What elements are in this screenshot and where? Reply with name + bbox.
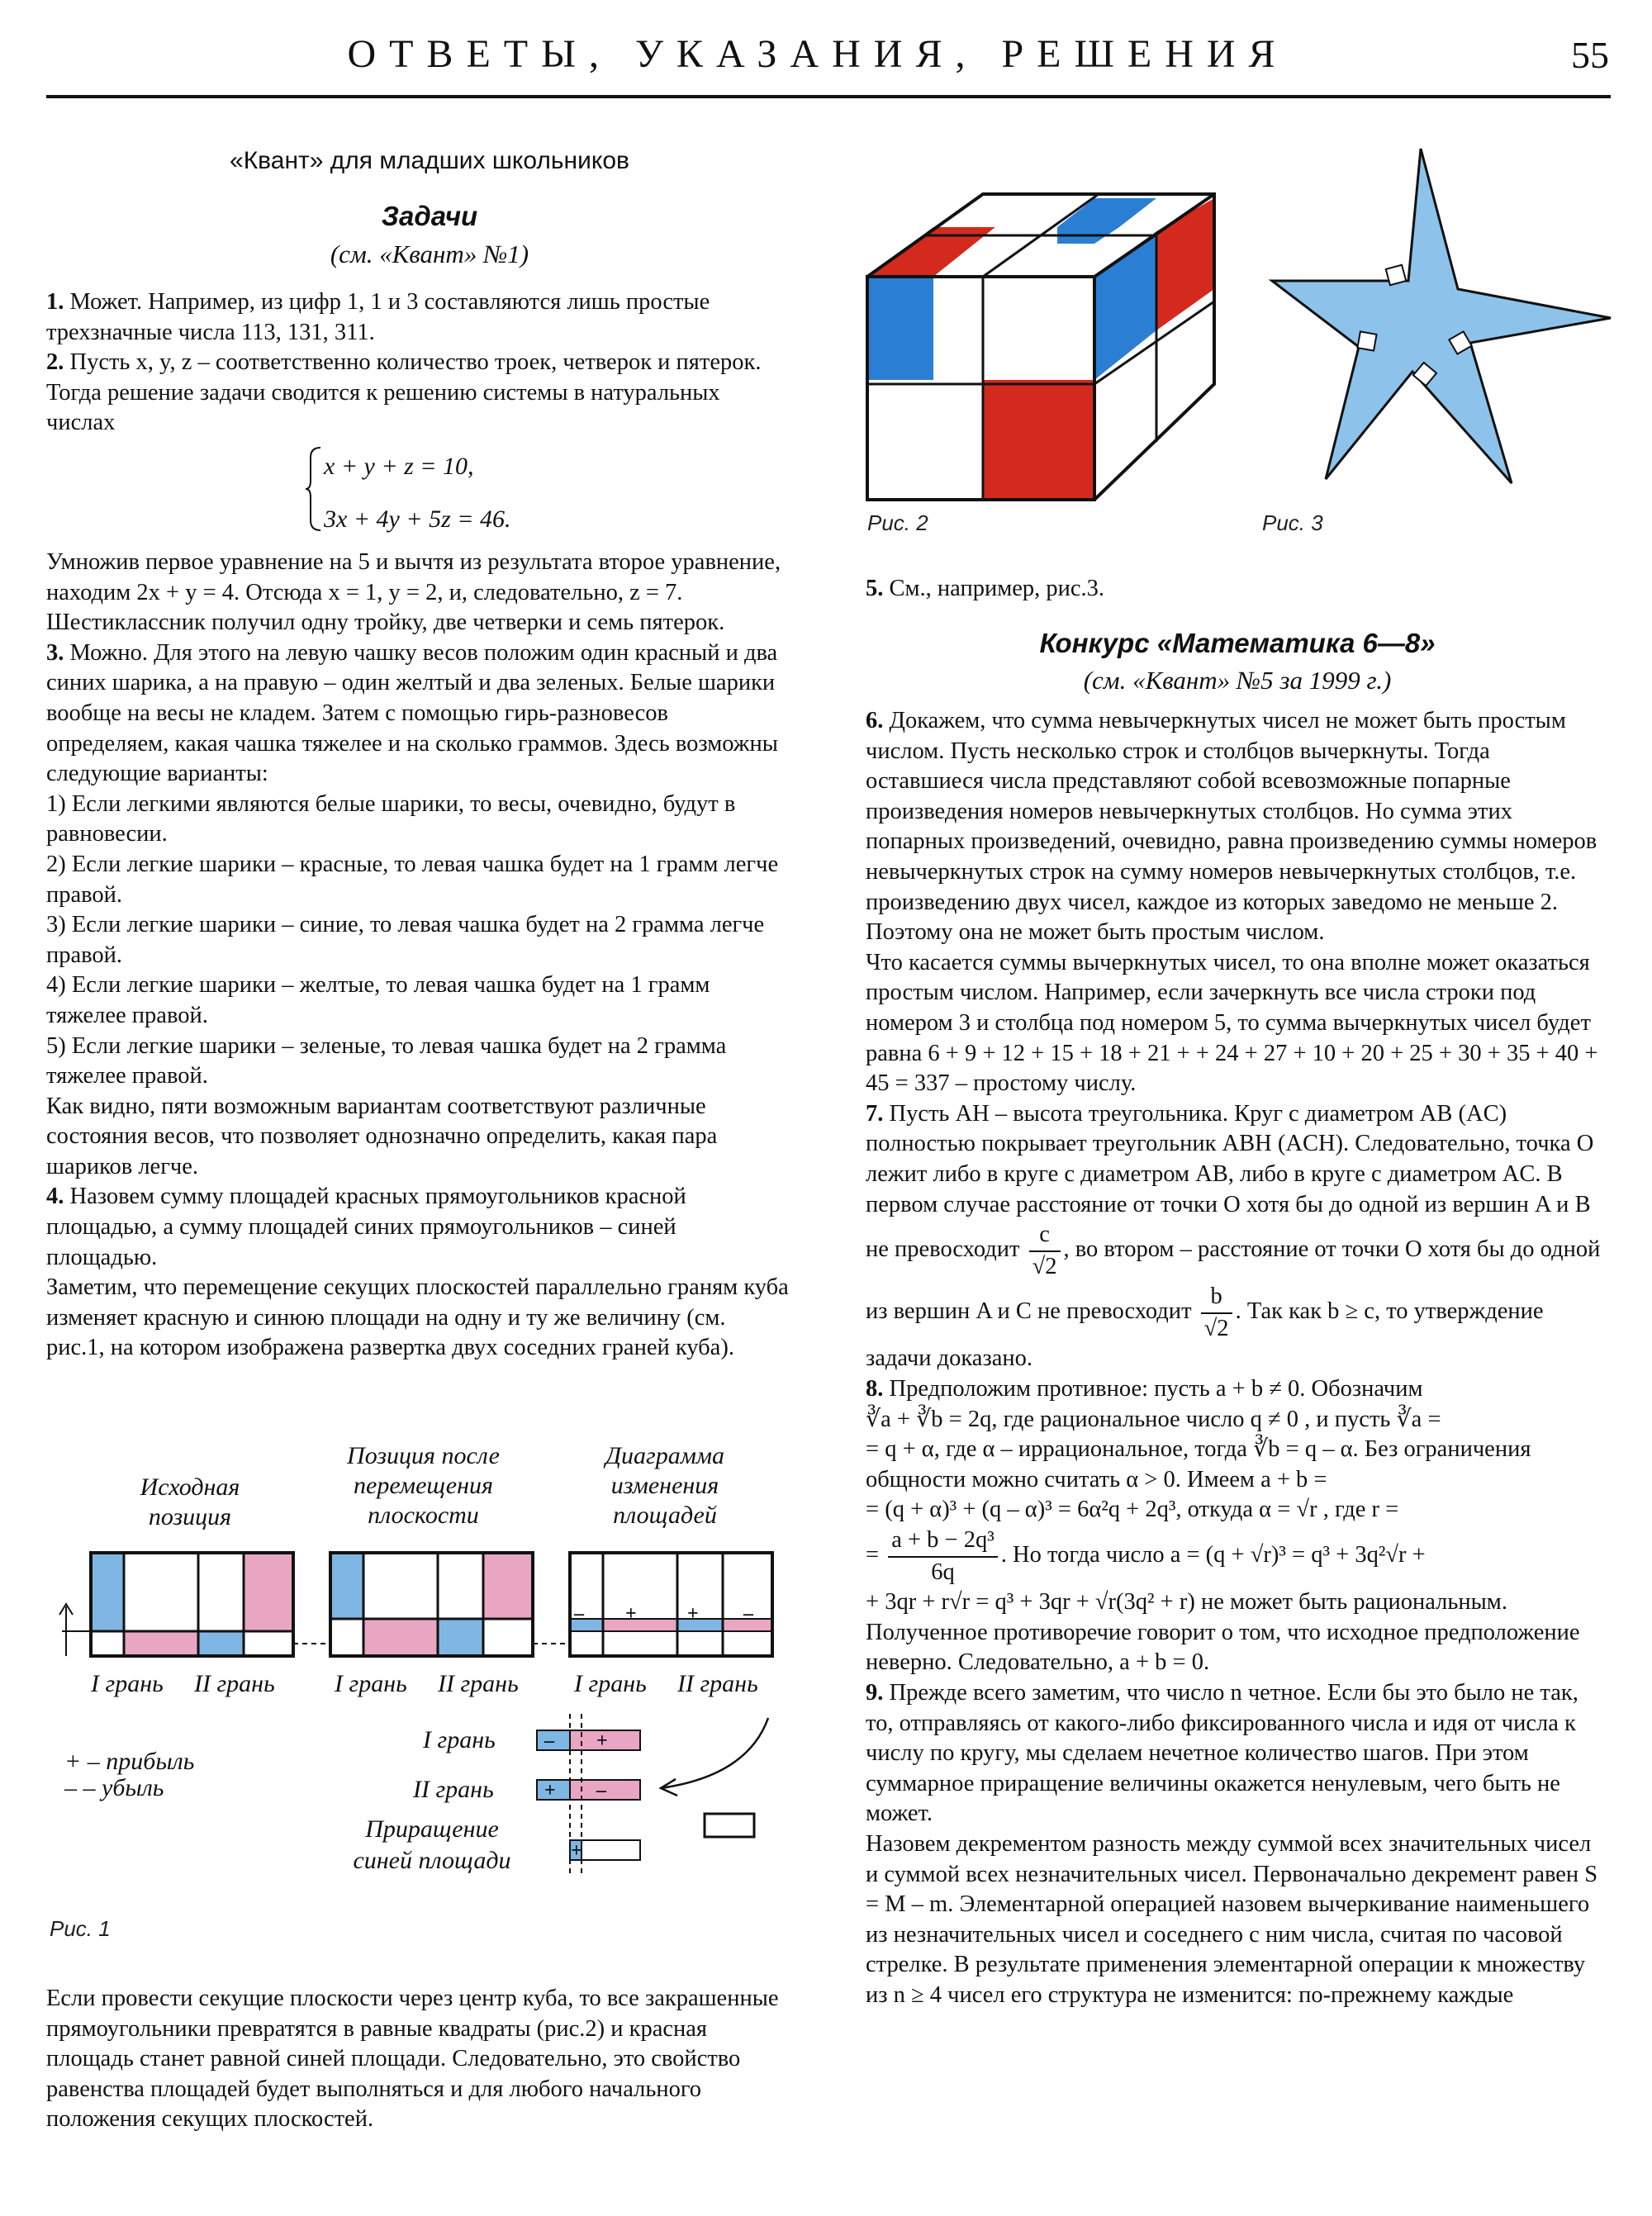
- problem-text: Докажем, что сумма невычеркнутых чисел не может быть простым числом. Пусть несколько строк и столбцов вычеркнуты. Тогда оставшиеся числа представляют собой всевозможные попарные произведения номеров невычеркнутых столбцов. Но сумма этих попарных произведений, очевидно, равна произведению суммы номеров невычеркнутых строк на сумму номеров невычеркнутых столбцов, т.е. произведению двух чисел, каждое из которых заведомо не меньше 2. Поэтому она не может быть простым числом.: [866, 708, 1597, 946]
- contest-title: Конкурс «Математика 6—8»: [1039, 628, 1436, 658]
- right-column: [866, 706, 1609, 2011]
- fig1-grid-diagram: [570, 1553, 772, 1656]
- fraction-b-sqrt2: [1201, 1282, 1232, 1344]
- face2-label: II грань: [677, 1670, 758, 1697]
- problem-text: Пусть AH – высота треугольника. Круг с диаметром AB (AC) полностью покрывает треугольник ABH (ACH). Следовательно, точка O лежит либо в круге с диаметром AB, либо в круге с диаметром AC. В первом случае расстояние от точки O хотя бы до одной из вершин A и B не превосходит: [866, 1100, 1594, 1263]
- problem-text: Можно. Для этого на левую чашку весов положим один красный и два синих шарика, а на правую – один желтый и два зеленых. Белые шарики вообще на весы не кладем. Затем с помощью гирь-разновесов определяем, какая чашка тяжелее и на сколько граммов. Здесь возможны следующие варианты:: [46, 639, 778, 787]
- problem-number: 5.: [866, 576, 884, 601]
- fig2-cube: [859, 186, 1227, 504]
- problem-8-line: = (q + α)³ + (q – α)³ = 6α²q + 2q³, откуда α = √r , где r =: [866, 1497, 1399, 1523]
- problem-2-solution: Умножив первое уравнение на 5 и вычтя из результата второе уравнение, находим 2x + y = 4. Отсюда x = 1, y = 2, и, следовательно, z = 7. Шестиклассник получил одну тройку, две четверки и семь пятерок.: [46, 549, 781, 636]
- bar-sign: –: [544, 1730, 554, 1752]
- fraction-c-sqrt2: [1029, 1220, 1061, 1282]
- problem-number: 2.: [46, 349, 64, 376]
- problem-2: [46, 348, 790, 439]
- contest-ref: (см. «Квант» №5 за 1999 г.): [1083, 666, 1392, 695]
- problem-1: [46, 287, 790, 348]
- problem-number: 8.: [866, 1376, 884, 1402]
- row-face1-label: I грань: [423, 1726, 496, 1753]
- left-column-top: [46, 287, 790, 439]
- problem-text: . Но тогда число a = (q + √r)³ = q³ + 3q²√r +: [1000, 1542, 1426, 1568]
- diagram-sign: +: [625, 1603, 637, 1625]
- bar-sign: –: [596, 1780, 606, 1801]
- problem-4-note: Заметим, что перемещение секущих плоскостей параллельно граням куба изменяет красную и синюю площади на одну и ту же величину (см. рис.1, на котором изображена развертка двух соседних граней куба).: [46, 1274, 789, 1361]
- problem-number: 4.: [46, 1184, 64, 1210]
- problem-7: 7. Пусть AH – высота треугольника. Круг с диаметром AB (AC) полностью покрывает треугольник ABH (ACH). Следовательно, точка O лежит либо в круге с диаметром AB, либо в круге с диаметром AC. В первом случае расстояние от точки O хотя бы до одной из вершин A и B не превосходит $\frac{c}{√2}$ , во втором – расстояние от точки O хотя бы до одной из вершин A и C не превосходит $\frac{b}{√2}$ . Так как b ≥ c, то утверждение задачи доказано.: [866, 1100, 1601, 1372]
- problem-text: Прежде всего заметим, что число n четное. Если бы это было не так, то, отправляясь от какого-либо фиксированного числа и идя от числа к числу по кругу, мы сделаем нечетное количество шагов. При этом суммарное приращение величины окажется ненулевым, чего быть не может.: [866, 1680, 1578, 1827]
- problem-text: Назовем сумму площадей красных прямоугольников красной площадью, а сумму площадей синих прямоугольников – синей площадью.: [46, 1184, 686, 1270]
- problem-5: [866, 574, 1609, 605]
- problem-8-line: = q + α, где α – иррациональное, тогда ∛b = q – α. Без ограничения общности можно считать α > 0. Имеем a + b =: [866, 1436, 1531, 1492]
- fig1-grid-after: [330, 1553, 533, 1656]
- left-column-bottom: [46, 1984, 790, 2135]
- variant-3: 3) Если легкие шарики – синие, то левая чашка будет на 2 грамма легче правой.: [46, 912, 765, 968]
- problem-9: [866, 1678, 1609, 1829]
- fig3-star: [1264, 145, 1619, 491]
- problem-8-line: = $\frac{\text{a + b − 2q³}}{6q}$ . Но тогда число a = (q + √r)³ = q³ + 3q²√r +: [866, 1526, 1609, 1587]
- problem-8: [866, 1374, 1609, 1405]
- page-number: 55: [1571, 34, 1609, 76]
- face1-label: I грань: [335, 1670, 407, 1697]
- problem-4: [46, 1182, 790, 1273]
- bar-sign: +: [544, 1780, 556, 1801]
- problem-number: 9.: [866, 1680, 884, 1706]
- problem-8-line: ∛a + ∛b = 2q, где рациональное число q ≠ 0 , и пусть ∛a =: [866, 1406, 1441, 1432]
- problems-ref: (см. «Квант» №1): [330, 240, 529, 268]
- bar-sign: +: [596, 1730, 608, 1752]
- problems-title: Задачи: [381, 201, 478, 231]
- fraction-numerator: a + b − 2q³: [888, 1526, 998, 1558]
- problem-8-line: + 3qr + r√r = q³ + 3qr + √r(3q² + r) не может быть рациональным. Полученное противоречие говорит о том, что исходное предположение неверно. Следовательно, a + b = 0.: [866, 1589, 1580, 1676]
- fig1-grids: [58, 1545, 785, 1668]
- fraction-numerator: b: [1201, 1282, 1232, 1314]
- equation-2: 3x + 4y + 5z = 46.: [324, 505, 511, 533]
- problem-9-note: Назовем декрементом разность между суммой всех значительных чисел и суммой всех незначительных чисел. Первоначально декремент равен S = M – m. Элементарной операцией назовем вычеркивание наименьшего из незначительных чисел и соседнего с ним числа, считая по часовой стрелке. В результате применения элементарной операции к множеству из n ≥ 4 чисел его структура не изменится: по-прежнему каждые: [866, 1830, 1598, 2008]
- problem-4-conclusion: Если провести секущие плоскости через центр куба, то все закрашенные прямоугольники превратятся в равные квадраты (рис.2) и красная площадь станет равной синей площади. Следовательно, это свойство равенства площадей будет выполняться и для любого начального положения секущих плоскостей.: [46, 1986, 779, 2133]
- face1-label: I грань: [91, 1670, 164, 1697]
- fig2-caption: Рис. 2: [867, 510, 928, 535]
- problem-text: Предположим противное: пусть a + b ≠ 0. Обозначим: [889, 1376, 1423, 1402]
- fig1-label-diagram: Диаграмма изменения площадей: [605, 1442, 725, 1529]
- header-rule: [46, 95, 1611, 98]
- problem-text: См., например, рис.3.: [889, 576, 1105, 601]
- problem-3-conclusion: Как видно, пяти возможным вариантам соответствуют различные состояния весов, что позволяет однозначно определить, какая пара шариков легче.: [46, 1093, 718, 1179]
- fraction-denominator: √2: [1032, 1253, 1057, 1279]
- fig1-label-initial: Исходная позиция: [140, 1473, 240, 1530]
- face2-label: II грань: [194, 1670, 275, 1697]
- problem-number: 7.: [866, 1100, 884, 1127]
- face2-label: II грань: [438, 1670, 519, 1697]
- fraction-denominator: √2: [1203, 1315, 1229, 1341]
- fig3-caption: Рис. 3: [1262, 510, 1323, 535]
- problem-number: 6.: [866, 708, 884, 733]
- header-title: ОТВЕТЫ, УКАЗАНИЯ, РЕШЕНИЯ: [347, 32, 1289, 76]
- row-face2-label: II грань: [413, 1776, 494, 1803]
- legend-plus: + – прибыль: [64, 1748, 195, 1775]
- problem-number: 1.: [46, 289, 64, 315]
- left-column-mid: [46, 548, 790, 1364]
- problem-number: 3.: [46, 639, 64, 666]
- face1-label: I грань: [574, 1670, 647, 1697]
- variant-4: 4) Если легкие шарики – желтые, то левая чашка будет на 1 грамм тяжелее правой.: [46, 972, 710, 1028]
- fig1-label-after: Позиция после перемещения плоскости: [347, 1442, 500, 1529]
- legend-minus: – – убыль: [64, 1774, 164, 1801]
- problem-6: [866, 706, 1609, 948]
- equation-1: x + y + z = 10,: [324, 453, 474, 480]
- fraction-r: [888, 1526, 998, 1587]
- fig1-grid-initial: [59, 1553, 293, 1656]
- problem-text: во втором – расстояние от точки O хотя бы до одной из вершин A и C не превосходит: [866, 1236, 1601, 1325]
- problem-text: . Так как b ≥ c, то утверждение задачи доказано.: [866, 1298, 1544, 1372]
- variant-2: 2) Если легкие шарики – красные, то левая чашка будет на 1 грамм легче правой.: [46, 851, 779, 908]
- bar-sign: +: [571, 1840, 582, 1862]
- diagram-sign: –: [743, 1603, 753, 1625]
- system-brace: [304, 446, 320, 529]
- diagram-sign: –: [574, 1603, 584, 1625]
- problem-6-note: Что касается суммы вычеркнутых чисел, то она вполне может оказаться простым числом. Например, если зачеркнуть все числа строки под номером 3 и столбца под номером 5, то сумма вычеркнутых чисел будет равна 6 + 9 + 12 + 15 + 18 + 21 + + 24 + 27 + 10 + 20 + 25 + 30 + 35 + 40 + 45 = 337 – простому числу.: [866, 949, 1598, 1097]
- problem-3: [46, 638, 790, 790]
- diagram-sign: +: [687, 1603, 699, 1625]
- variant-1: 1) Если легкими являются белые шарики, то весы, очевидно, будут в равновесии.: [46, 790, 736, 847]
- problem-text: Пусть x, y, z – соответственно количество троек, четверок и пятерок. Тогда решение задачи сводится к решению системы в натуральных числах: [46, 349, 762, 436]
- variant-5: 5) Если легкие шарики – зеленые, то левая чашка будет на 2 грамма тяжелее правой.: [46, 1032, 727, 1089]
- fraction-denominator: 6q: [931, 1559, 955, 1585]
- increment-label: Приращение синей площади: [353, 1815, 511, 1874]
- fraction-numerator: c: [1029, 1220, 1061, 1252]
- problem-text: Может. Например, из цифр 1, 1 и 3 составляются лишь простые трехзначные числа 113, 131, 311.: [46, 289, 710, 345]
- fig1-caption: Рис. 1: [50, 1916, 111, 1941]
- section-title: «Квант» для младших школьников: [230, 147, 629, 174]
